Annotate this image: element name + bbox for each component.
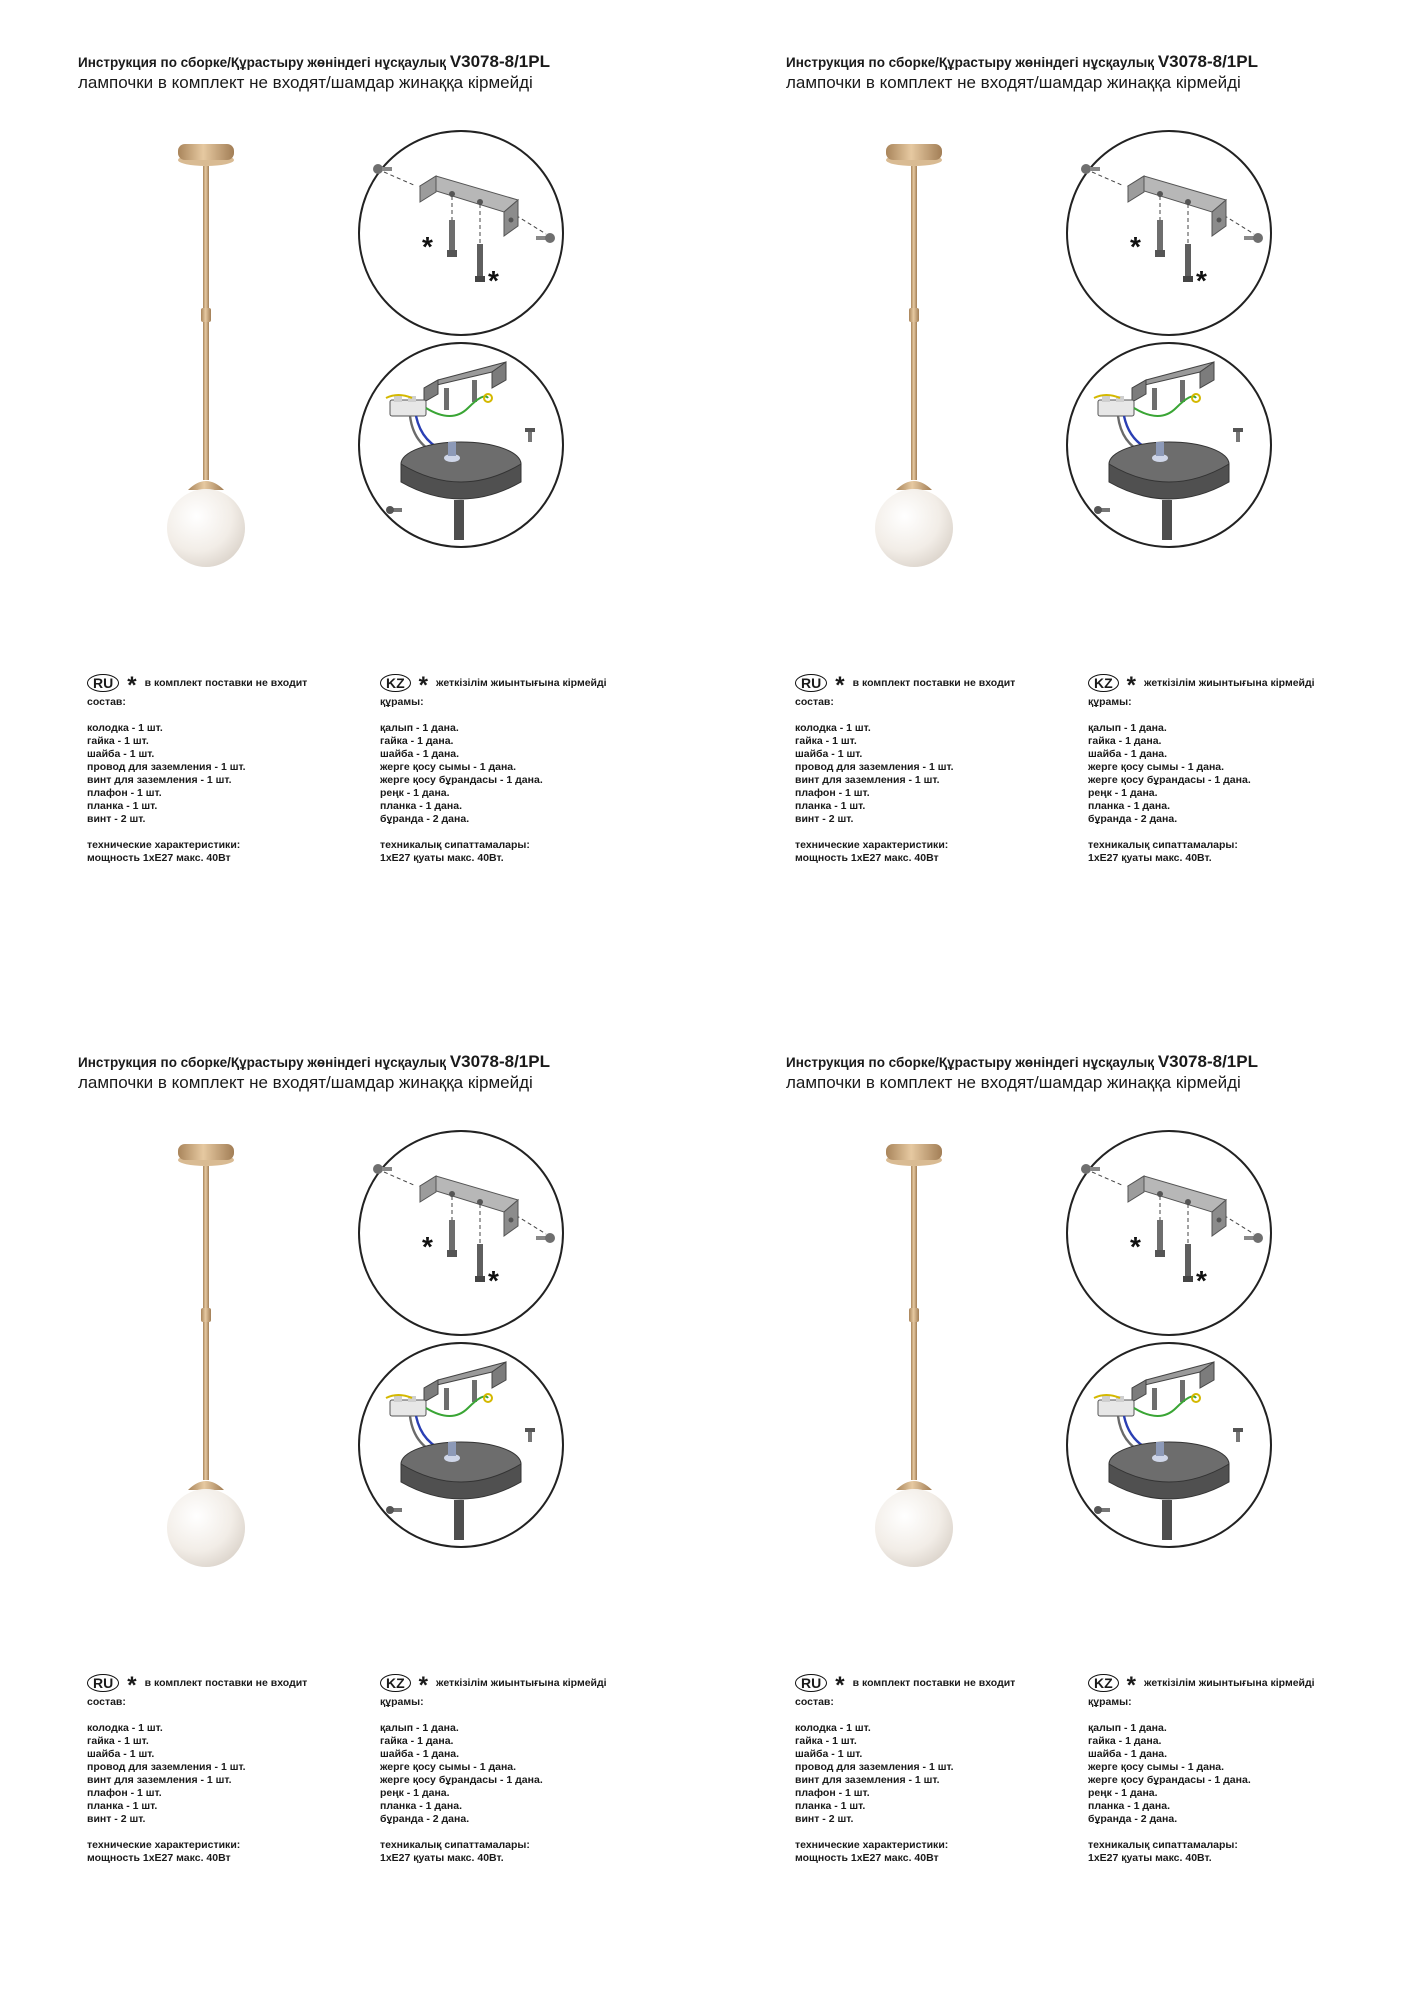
rod-coupler [909, 1308, 919, 1322]
parts-list-item: реңк - 1 дана. [1088, 787, 1158, 799]
parts-list-item: плафон - 1 шт. [87, 787, 162, 799]
asterisk-marker: * [835, 672, 845, 699]
kz-parts-list [380, 1722, 607, 1826]
ru-language-badge: RU [87, 1674, 119, 1692]
kz-specs-label: техникалық сипаттамалары: [380, 839, 530, 851]
instruction-panel [708, 1000, 1415, 2000]
ru-spec-column [87, 672, 307, 878]
asterisk-marker: * [1126, 1672, 1137, 1699]
panel-title [786, 52, 1258, 72]
ru-parts-list [795, 1722, 1015, 1826]
asterisk-marker: * [418, 672, 429, 699]
detail-circle-outline [359, 1131, 563, 1335]
parts-list-item: колодка - 1 шт. [795, 722, 871, 734]
parts-list-item: гайка - 1 дана. [1088, 1735, 1162, 1747]
canopy-base [1109, 442, 1229, 499]
ru-language-badge: RU [795, 1674, 827, 1692]
kz-note-line [380, 1672, 607, 1699]
kz-note-line [1088, 672, 1315, 699]
ru-parts-list [795, 722, 1015, 826]
kz-not-included-note: жеткізілім жиынтығына кірмейді [436, 676, 607, 689]
bracket-screw [472, 380, 477, 402]
parts-list-item: планка - 1 дана. [380, 800, 462, 812]
kz-language-badge: KZ [380, 674, 411, 692]
ru-specs-value: мощность 1хЕ27 макс. 40Вт [87, 1852, 231, 1864]
parts-list-item: провод для заземления - 1 шт. [795, 761, 954, 773]
ru-composition-label: состав: [795, 696, 834, 708]
parts-list-item: планка - 1 шт. [795, 1800, 866, 1812]
detail-circle-outline [1067, 131, 1271, 335]
ru-composition-label: состав: [87, 1696, 126, 1708]
parts-list-item: шайба - 1 шт. [87, 748, 155, 760]
wiring-detail-diagram [1064, 340, 1274, 550]
parts-list-item: бұранда - 2 дана. [380, 813, 470, 825]
parts-list-item: жерге қосу бұрандасы - 1 дана. [1088, 1774, 1251, 1786]
not-included-marker: * [1130, 231, 1141, 262]
pendant-lamp-illustration [858, 1138, 978, 1578]
parts-list-item: шайба - 1 дана. [1088, 1748, 1168, 1760]
panel-subtitle: лампочки в комплект не входят/шамдар жинаққа кірмейді [786, 73, 1241, 92]
canopy-base [1109, 1442, 1229, 1499]
parts-list-item: шайба - 1 шт. [795, 748, 863, 760]
parts-list-item: қалып - 1 дана. [1088, 1722, 1167, 1734]
ru-language-badge: RU [795, 674, 827, 692]
detail-circle-outline [359, 131, 563, 335]
parts-list-item: қалып - 1 дана. [380, 722, 459, 734]
bracket-screw [472, 1380, 477, 1402]
parts-list-item: винт - 2 шт. [87, 1813, 146, 1825]
kz-composition-label: құрамы: [380, 1696, 424, 1708]
ru-language-badge: RU [87, 674, 119, 692]
model-number: V3078-8/1PL [1157, 52, 1258, 71]
ru-not-included-note: в комплект поставки не входит [144, 676, 308, 689]
parts-list-item: планка - 1 шт. [87, 1800, 158, 1812]
parts-list-item: планка - 1 шт. [795, 800, 866, 812]
ru-spec-column [795, 672, 1015, 878]
parts-list-item: провод для заземления - 1 шт. [795, 1761, 954, 1773]
parts-list-item: гайка - 1 шт. [87, 1735, 149, 1747]
rod-stub [1162, 1500, 1172, 1540]
kz-language-badge: KZ [1088, 1674, 1119, 1692]
parts-list-item: планка - 1 дана. [380, 1800, 462, 1812]
model-number: V3078-8/1PL [449, 1052, 550, 1071]
rod-stub [454, 1500, 464, 1540]
wiring-detail-diagram [356, 340, 566, 550]
canopy-base [401, 442, 521, 499]
parts-list-item: гайка - 1 шт. [795, 735, 857, 747]
parts-list-item: гайка - 1 шт. [87, 735, 149, 747]
rod-stub [454, 500, 464, 540]
title-prefix: Инструкция по сборке/Құрастыру жөніндегі нұсқаулық [78, 55, 447, 70]
not-included-marker: * [1196, 1265, 1207, 1296]
bracket-detail-diagram [356, 128, 566, 338]
parts-list-item: қалып - 1 дана. [380, 1722, 459, 1734]
parts-list-item: реңк - 1 дана. [380, 787, 450, 799]
ru-note-line [795, 1672, 1016, 1699]
parts-list-item: планка - 1 шт. [87, 800, 158, 812]
asterisk-marker: * [835, 1672, 845, 1699]
glass-globe [875, 489, 953, 567]
kz-parts-list [1088, 722, 1315, 826]
parts-list-item: плафон - 1 шт. [795, 787, 870, 799]
rod-upper [911, 1166, 917, 1311]
ru-not-included-note: в комплект поставки не входит [144, 1676, 308, 1689]
rod-upper [911, 166, 917, 311]
parts-list-item: шайба - 1 дана. [1088, 748, 1168, 760]
ru-note-line [87, 1672, 308, 1699]
bracket-screw [444, 388, 449, 410]
rod-upper [203, 166, 209, 311]
kz-composition-label: құрамы: [1088, 696, 1132, 708]
rod-stub [1162, 500, 1172, 540]
bracket-screw [1180, 1380, 1185, 1402]
parts-list-item: шайба - 1 дана. [380, 1748, 460, 1760]
pendant-lamp-illustration [150, 138, 270, 578]
kz-not-included-note: жеткізілім жиынтығына кірмейді [436, 1676, 607, 1689]
rod-lower [911, 1322, 917, 1480]
ceiling-canopy [178, 1144, 234, 1160]
parts-list-item: гайка - 1 дана. [380, 735, 454, 747]
not-included-marker: * [1196, 265, 1207, 296]
parts-list-item: винт для заземления - 1 шт. [795, 1774, 940, 1786]
ru-specs-value: мощность 1хЕ27 макс. 40Вт [795, 852, 939, 864]
rod-coupler [201, 308, 211, 322]
parts-list-item: реңк - 1 дана. [380, 1787, 450, 1799]
kz-language-badge: KZ [1088, 674, 1119, 692]
asterisk-marker: * [1126, 672, 1137, 699]
globe-holder [896, 481, 932, 490]
panel-subtitle: лампочки в комплект не входят/шамдар жинаққа кірмейді [786, 1073, 1241, 1092]
kz-specs-value: 1хЕ27 қуаты макс. 40Вт. [380, 852, 504, 864]
not-included-marker: * [488, 1265, 499, 1296]
not-included-marker: * [422, 231, 433, 262]
instruction-panel [0, 0, 708, 1000]
parts-list-item: жерге қосу сымы - 1 дана. [380, 1761, 517, 1773]
glass-globe [875, 1489, 953, 1567]
parts-list-item: қалып - 1 дана. [1088, 722, 1167, 734]
parts-list-item: планка - 1 дана. [1088, 800, 1170, 812]
ru-parts-list [87, 722, 307, 826]
ru-specs-label: технические характеристики: [87, 1839, 241, 1851]
panel-subtitle: лампочки в комплект не входят/шамдар жинаққа кірмейді [78, 1073, 533, 1092]
rod-coupler [909, 308, 919, 322]
panel-title [78, 1052, 550, 1072]
ceiling-canopy [886, 144, 942, 160]
kz-parts-list [380, 722, 607, 826]
ru-spec-column [87, 1672, 307, 1878]
rod-lower [911, 322, 917, 480]
kz-spec-column [380, 1672, 607, 1878]
asterisk-marker: * [127, 672, 137, 699]
kz-composition-label: құрамы: [1088, 1696, 1132, 1708]
pendant-lamp-illustration [858, 138, 978, 578]
rod-coupler [201, 1308, 211, 1322]
ru-specs-value: мощность 1хЕ27 макс. 40Вт [87, 852, 231, 864]
parts-list-item: гайка - 1 дана. [380, 1735, 454, 1747]
kz-specs-value: 1хЕ27 қуаты макс. 40Вт. [380, 1852, 504, 1864]
parts-list-item: реңк - 1 дана. [1088, 1787, 1158, 1799]
ru-composition-label: состав: [87, 696, 126, 708]
pendant-lamp-illustration [150, 1138, 270, 1578]
kz-not-included-note: жеткізілім жиынтығына кірмейді [1144, 676, 1315, 689]
parts-list-item: винт для заземления - 1 шт. [795, 774, 940, 786]
kz-note-line [380, 672, 607, 699]
rod-lower [203, 1322, 209, 1480]
wiring-detail-diagram [356, 1340, 566, 1550]
parts-list-item: провод для заземления - 1 шт. [87, 761, 246, 773]
parts-list-item: бұранда - 2 дана. [380, 1813, 470, 1825]
parts-list-item: винт - 2 шт. [795, 1813, 854, 1825]
ru-specs-label: технические характеристики: [795, 839, 949, 851]
parts-list-item: плафон - 1 шт. [795, 1787, 870, 1799]
bracket-screw [1152, 388, 1157, 410]
parts-list-item: шайба - 1 шт. [795, 1748, 863, 1760]
glass-globe [167, 489, 245, 567]
glass-globe [167, 1489, 245, 1567]
parts-list-item: винт для заземления - 1 шт. [87, 1774, 232, 1786]
kz-specs-value: 1хЕ27 қуаты макс. 40Вт. [1088, 1852, 1212, 1864]
parts-list-item: бұранда - 2 дана. [1088, 813, 1178, 825]
ru-not-included-note: в комплект поставки не входит [852, 676, 1016, 689]
ru-note-line [795, 672, 1016, 699]
not-included-marker: * [1130, 1231, 1141, 1262]
parts-list-item: винт - 2 шт. [795, 813, 854, 825]
ru-specs-label: технические характеристики: [795, 1839, 949, 1851]
panel-title [786, 1052, 1258, 1072]
globe-holder [188, 1481, 224, 1490]
instruction-panel [708, 0, 1415, 1000]
ceiling-canopy [178, 144, 234, 160]
rod-upper [203, 1166, 209, 1311]
ru-not-included-note: в комплект поставки не входит [852, 1676, 1016, 1689]
kz-note-line [1088, 1672, 1315, 1699]
kz-spec-column [1088, 1672, 1315, 1878]
kz-parts-list [1088, 1722, 1315, 1826]
parts-list-item: шайба - 1 дана. [380, 748, 460, 760]
kz-specs-label: техникалық сипаттамалары: [380, 1839, 530, 1851]
bracket-screw [1180, 380, 1185, 402]
ceiling-canopy [886, 1144, 942, 1160]
parts-list-item: шайба - 1 шт. [87, 1748, 155, 1760]
ru-specs-value: мощность 1хЕ27 макс. 40Вт [795, 1852, 939, 1864]
title-prefix: Инструкция по сборке/Құрастыру жөніндегі нұсқаулық [78, 1055, 447, 1070]
detail-circle-outline [1067, 1131, 1271, 1335]
bracket-screw [1152, 1388, 1157, 1410]
title-prefix: Инструкция по сборке/Құрастыру жөніндегі нұсқаулық [786, 55, 1155, 70]
model-number: V3078-8/1PL [1157, 1052, 1258, 1071]
parts-list-item: гайка - 1 дана. [1088, 735, 1162, 747]
kz-specs-value: 1хЕ27 қуаты макс. 40Вт. [1088, 852, 1212, 864]
globe-holder [896, 1481, 932, 1490]
instruction-panel [0, 1000, 708, 2000]
wiring-detail-diagram [1064, 1340, 1274, 1550]
parts-list-item: гайка - 1 шт. [795, 1735, 857, 1747]
bracket-detail-diagram [1064, 128, 1274, 338]
bracket-screw [444, 1388, 449, 1410]
ru-spec-column [795, 1672, 1015, 1878]
bracket-detail-diagram [1064, 1128, 1274, 1338]
kz-spec-column [380, 672, 607, 878]
kz-spec-column [1088, 672, 1315, 878]
kz-not-included-note: жеткізілім жиынтығына кірмейді [1144, 1676, 1315, 1689]
panel-subtitle: лампочки в комплект не входят/шамдар жинаққа кірмейді [78, 73, 533, 92]
canopy-base [401, 1442, 521, 1499]
parts-list-item: планка - 1 дана. [1088, 1800, 1170, 1812]
parts-list-item: колодка - 1 шт. [795, 1722, 871, 1734]
parts-list-item: винт для заземления - 1 шт. [87, 774, 232, 786]
parts-list-item: провод для заземления - 1 шт. [87, 1761, 246, 1773]
panel-title [78, 52, 550, 72]
ru-note-line [87, 672, 308, 699]
parts-list-item: жерге қосу бұрандасы - 1 дана. [380, 774, 543, 786]
not-included-marker: * [488, 265, 499, 296]
parts-list-item: жерге қосу сымы - 1 дана. [1088, 1761, 1225, 1773]
parts-list-item: колодка - 1 шт. [87, 1722, 163, 1734]
kz-language-badge: KZ [380, 1674, 411, 1692]
rod-lower [203, 322, 209, 480]
ru-parts-list [87, 1722, 307, 1826]
asterisk-marker: * [418, 1672, 429, 1699]
model-number: V3078-8/1PL [449, 52, 550, 71]
asterisk-marker: * [127, 1672, 137, 1699]
kz-composition-label: құрамы: [380, 696, 424, 708]
parts-list-item: бұранда - 2 дана. [1088, 1813, 1178, 1825]
parts-list-item: жерге қосу сымы - 1 дана. [1088, 761, 1225, 773]
parts-list-item: жерге қосу бұрандасы - 1 дана. [1088, 774, 1251, 786]
globe-holder [188, 481, 224, 490]
parts-list-item: плафон - 1 шт. [87, 1787, 162, 1799]
parts-list-item: винт - 2 шт. [87, 813, 146, 825]
kz-specs-label: техникалық сипаттамалары: [1088, 839, 1238, 851]
parts-list-item: жерге қосу сымы - 1 дана. [380, 761, 517, 773]
parts-list-item: колодка - 1 шт. [87, 722, 163, 734]
kz-specs-label: техникалық сипаттамалары: [1088, 1839, 1238, 1851]
ru-specs-label: технические характеристики: [87, 839, 241, 851]
title-prefix: Инструкция по сборке/Құрастыру жөніндегі нұсқаулық [786, 1055, 1155, 1070]
not-included-marker: * [422, 1231, 433, 1262]
ru-composition-label: состав: [795, 1696, 834, 1708]
bracket-detail-diagram [356, 1128, 566, 1338]
parts-list-item: жерге қосу бұрандасы - 1 дана. [380, 1774, 543, 1786]
